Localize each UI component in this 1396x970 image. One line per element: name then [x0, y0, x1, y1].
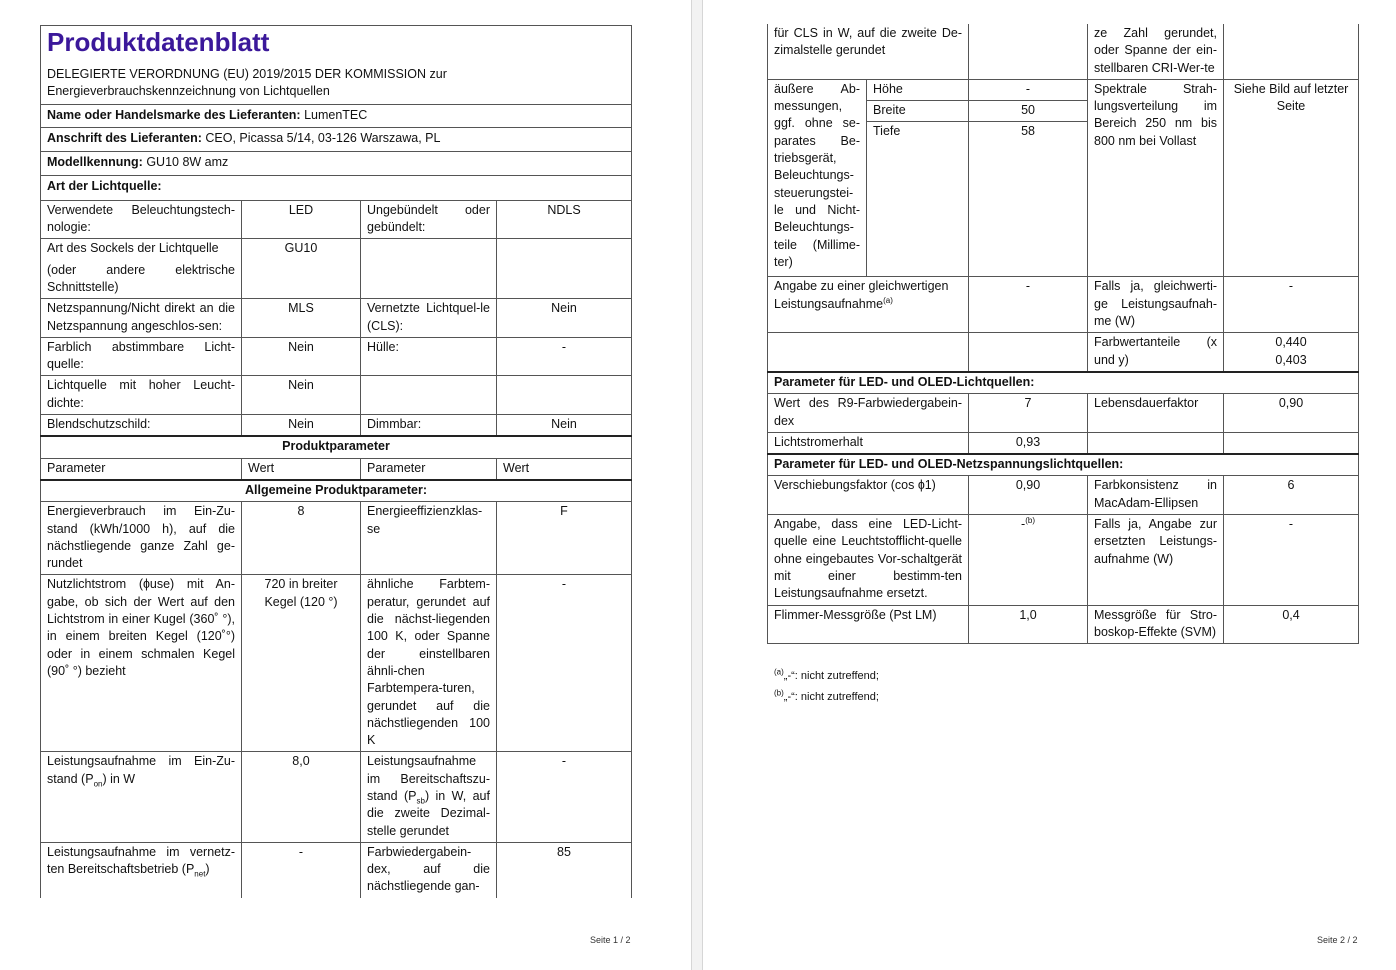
table-row	[41, 299, 632, 338]
led-heading: Parameter für LED- und OLED-Lichtquellen:	[768, 372, 1359, 394]
width-value: 50	[969, 101, 1088, 122]
allgemeine-heading: Allgemeine Produktparameter:	[41, 480, 632, 502]
type-heading-row	[41, 176, 632, 200]
footnote-ref: (b)	[1025, 515, 1035, 525]
label-subscript: on	[93, 779, 103, 789]
column-header: Wert	[497, 458, 632, 480]
param-label	[41, 239, 242, 299]
label-text: ) in W, auf die zweite Dezimal-stelle gerundet	[367, 788, 490, 838]
depth-value: 58	[969, 122, 1088, 277]
document-title: Produktdatenblatt	[47, 27, 270, 57]
model-label: Modellkennung:	[47, 155, 143, 170]
table-row	[41, 415, 632, 437]
param-value	[497, 239, 632, 299]
footnote	[774, 668, 879, 685]
table-row	[41, 575, 632, 752]
dimensions-label: äußere Ab-messungen, ggf. ohne se-parates Be-triebsgerät, Beleuchtungs-steuerungstei-le und Nicht-Beleuchtungs-teile (Millime-ter)	[768, 79, 867, 277]
param-label: Farbkonsistenz in MacAdam-Ellipsen	[1088, 476, 1224, 515]
param-value: NDLS	[497, 200, 632, 239]
param-label: Dimmbar:	[361, 415, 497, 437]
produktparameter-heading: Produktparameter	[41, 436, 632, 458]
label-text: Leistungsaufnahme im Ein-Zu-stand (P	[47, 754, 235, 786]
section-heading-row	[768, 454, 1359, 476]
param-value: Nein	[242, 376, 361, 415]
page-number: Seite 1 / 2	[590, 935, 631, 945]
model-row	[41, 152, 632, 176]
height-value: -	[969, 79, 1088, 100]
param-value: 1,0	[969, 605, 1088, 644]
footnote-marker: (a)	[774, 667, 784, 677]
param-label: Messgröße für Stro-boskop-Effekte (SVM)	[1088, 605, 1224, 644]
param-value	[1224, 432, 1359, 454]
table-row	[768, 515, 1359, 605]
type-heading: Art der Lichtquelle:	[41, 176, 632, 200]
footnote-ref: (a)	[883, 295, 893, 305]
table-row	[768, 277, 1359, 333]
param-value: -	[497, 575, 632, 752]
param-label: Falls ja, gleichwerti-ge Leistungsaufnah-me (W)	[1088, 277, 1224, 333]
param-value	[969, 515, 1088, 605]
param-value: Nein	[242, 415, 361, 437]
regulation-line-2: Energieverbrauchskennzeichnung von Lichtquellen	[47, 84, 330, 99]
section-heading-row	[41, 480, 632, 502]
label-text: ) in W	[102, 771, 136, 786]
param-label: Farbwertanteile (x und y)	[1088, 333, 1224, 372]
param-value: F	[497, 502, 632, 575]
page-number: Seite 2 / 2	[1317, 935, 1358, 945]
param-value	[969, 24, 1088, 79]
table-row	[768, 432, 1359, 454]
param-value: 8	[242, 502, 361, 575]
page-gutter	[691, 0, 703, 970]
param-label: Blendschutzschild:	[41, 415, 242, 437]
page-1	[0, 0, 691, 970]
table-row	[768, 24, 1359, 79]
param-label: Angabe, dass eine LED-Licht-quelle eine Leuchtstofflicht-quelle ohne eingebautes Vor-schaltgerät mit einer bestimm-ten Leistungsaufnahme ersetzt.	[768, 515, 969, 605]
param-label	[361, 376, 497, 415]
column-header: Wert	[242, 458, 361, 480]
table-row	[41, 337, 632, 376]
param-value: -	[497, 752, 632, 842]
section-heading-row	[41, 436, 632, 458]
width-label: Breite	[867, 101, 969, 122]
label-subscript: net	[194, 869, 206, 879]
param-label: Energieverbrauch im Ein-Zu-stand (kWh/1000 h), auf die nächstliegende ganze Zahl ge-rundet	[41, 502, 242, 575]
label-text: )	[205, 862, 210, 877]
table-row	[41, 239, 632, 299]
param-value: Nein	[497, 299, 632, 338]
param-label: Ungebündelt oder gebündelt:	[361, 200, 497, 239]
param-label: für CLS in W, auf die zweite De-zimalstelle gerundet	[768, 24, 969, 79]
table-row	[41, 842, 632, 897]
depth-label: Tiefe	[867, 122, 969, 277]
param-value: 6	[1224, 476, 1359, 515]
table-row	[768, 476, 1359, 515]
table-row	[41, 752, 632, 842]
param-label: Vernetzte Lichtquel-le (CLS):	[361, 299, 497, 338]
param-value	[1224, 333, 1359, 372]
param-label: Lichtstromerhalt	[768, 432, 969, 454]
param-label	[41, 842, 242, 897]
param-label: Wert des R9-Farbwiedergabein-dex	[768, 394, 969, 433]
param-value: -	[1224, 515, 1359, 605]
param-label	[768, 333, 969, 372]
table-row	[768, 394, 1359, 433]
supplier-name: LumenTEC	[304, 107, 368, 122]
supplier-name-row	[41, 104, 632, 127]
label-text: Leistungsaufnahme im Bereitschaftszu-stand (P	[367, 754, 490, 803]
table-row	[41, 376, 632, 415]
height-label: Höhe	[867, 79, 969, 100]
spectral-label: Spektrale Strah-lungsverteilung im Bereich 250 nm bis 800 nm bei Vollast	[1088, 79, 1224, 277]
param-label-line: (oder andere elektrische Schnittstelle)	[47, 262, 235, 294]
label-text: Angabe zu einer gleichwertigen Leistungsaufnahme	[774, 279, 949, 311]
param-label: Lichtquelle mit hoher Leucht-dichte:	[41, 376, 242, 415]
supplier-name-label: Name oder Handelsmarke des Lieferanten:	[47, 107, 301, 122]
supplier-address: CEO, Picassa 5/14, 03-126 Warszawa, PL	[205, 130, 441, 145]
param-value: -	[1224, 277, 1359, 333]
param-value: 0,90	[969, 476, 1088, 515]
param-label: Verwendete Beleuchtungstech-nologie:	[41, 200, 242, 239]
footnote-marker: (b)	[774, 688, 784, 698]
param-value: Nein	[497, 415, 632, 437]
mains-heading: Parameter für LED- und OLED-Netzspannungslichtquellen:	[768, 454, 1359, 476]
product-table-page-2	[767, 24, 1359, 644]
param-label: Lebensdauerfaktor	[1088, 394, 1224, 433]
chromaticity-y: 0,403	[1275, 352, 1307, 367]
param-label: ähnliche Farbtem-peratur, gerundet auf die nächst-liegenden 100 K, oder Spanne der einstellbaren ähnli-chen Farbtempera-turen, gerundet auf die nächstliegenden 100 K	[361, 575, 497, 752]
param-label: Flimmer-Messgröße (Pst LM)	[768, 605, 969, 644]
table-row	[768, 605, 1359, 644]
value-text: -	[1021, 517, 1026, 532]
param-value: MLS	[242, 299, 361, 338]
param-label: Farbwiedergabein-dex, auf die nächstliegende gan-	[361, 842, 497, 897]
param-value: Nein	[242, 337, 361, 376]
column-header-row	[41, 458, 632, 480]
param-label: Verschiebungsfaktor (cos ɸ1)	[768, 476, 969, 515]
param-value	[1224, 24, 1359, 79]
param-label: ze Zahl gerundet, oder Spanne der ein-stellbaren CRI-Wer-te	[1088, 24, 1224, 79]
param-label	[41, 752, 242, 842]
chromaticity-x: 0,440	[1275, 335, 1307, 350]
param-label: Falls ja, Angabe zur ersetzten Leistungs-aufnahme (W)	[1088, 515, 1224, 605]
table-row	[768, 79, 1359, 100]
param-value: 720 in breiter Kegel (120 °)	[242, 575, 361, 752]
param-value	[969, 333, 1088, 372]
param-value	[497, 376, 632, 415]
product-table-page-1	[40, 25, 632, 898]
param-label: Farblich abstimmbare Licht-quelle:	[41, 337, 242, 376]
supplier-address-row	[41, 127, 632, 151]
param-value: 8,0	[242, 752, 361, 842]
param-value: GU10	[242, 239, 361, 299]
param-label-line: Art des Sockels der Lichtquelle	[47, 241, 219, 256]
footnote-text: „-“: nicht zutreffend;	[783, 691, 879, 703]
param-label	[361, 239, 497, 299]
param-value: -	[969, 277, 1088, 333]
param-value: 85	[497, 842, 632, 897]
model-id: GU10 8W amz	[146, 155, 229, 170]
label-text: Leistungsaufnahme im vernetz-ten Bereitschaftsbetrieb (P	[47, 844, 235, 877]
label-subscript: sb	[416, 796, 425, 806]
param-value: -	[242, 842, 361, 897]
section-heading-row	[768, 372, 1359, 394]
column-header: Parameter	[361, 458, 497, 480]
column-header: Parameter	[41, 458, 242, 480]
param-label: Nutzlichtstrom (ɸuse) mit An-gabe, ob sich der Wert auf den Lichtstrom in einer Kugel (360˚ °), in einem breiten Kegel (120˚°) oder in einem schmalen Kegel (90˚ °) bezieht	[41, 575, 242, 752]
param-label: Netzspannung/Nicht direkt an die Netzspannung angeschlos-sen:	[41, 299, 242, 338]
param-value: 0,4	[1224, 605, 1359, 644]
param-label	[768, 277, 969, 333]
regulation-line-1: DELEGIERTE VERORDNUNG (EU) 2019/2015 DER KOMMISSION zur	[47, 67, 447, 81]
spectral-value: Siehe Bild auf letzter Seite	[1224, 79, 1359, 277]
table-row	[768, 333, 1359, 372]
title-row	[41, 26, 632, 105]
param-label: Hülle:	[361, 337, 497, 376]
table-row	[41, 200, 632, 239]
param-value: -	[497, 337, 632, 376]
param-value: 0,93	[969, 432, 1088, 454]
footnote	[774, 689, 879, 706]
footnote-text: „-“: nicht zutreffend;	[783, 670, 879, 682]
supplier-address-label: Anschrift des Lieferanten:	[47, 130, 202, 145]
param-label	[1088, 432, 1224, 454]
param-value: 0,90	[1224, 394, 1359, 433]
param-label	[361, 752, 497, 842]
param-label: Energieeffizienzklas-se	[361, 502, 497, 575]
table-row	[41, 502, 632, 575]
param-value: LED	[242, 200, 361, 239]
param-value: 7	[969, 394, 1088, 433]
